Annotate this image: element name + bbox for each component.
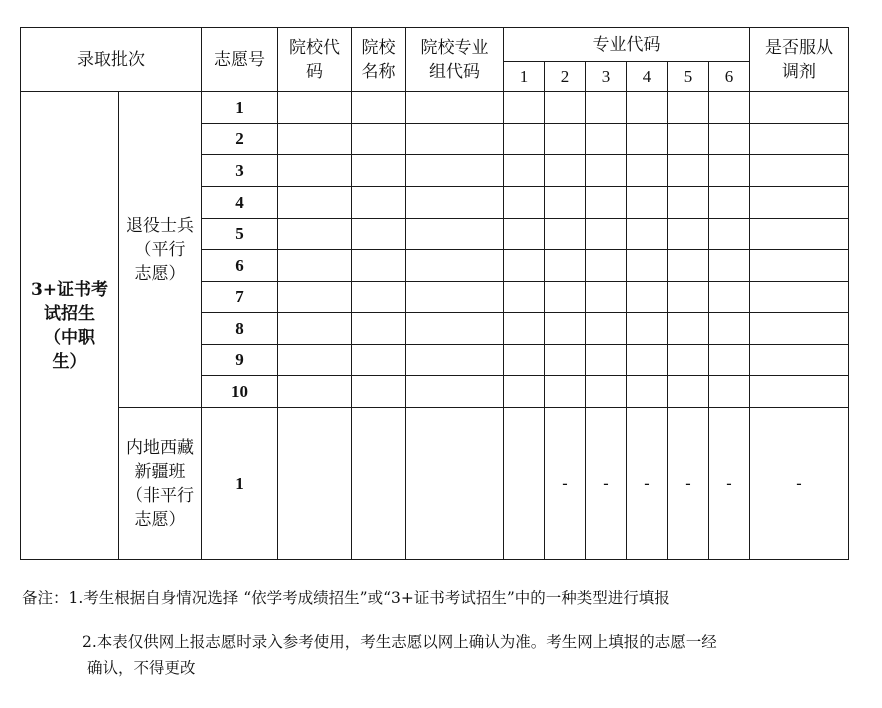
header-adjust: 是否服从 调剂 — [750, 28, 849, 92]
wish-number: 10 — [202, 376, 278, 408]
note-2-line-2: 确认，不得更改 — [87, 659, 196, 677]
major-code-col-3: 3 — [586, 62, 627, 92]
notes-prefix: 备注： — [22, 589, 69, 607]
header-batch: 录取批次 — [21, 28, 202, 92]
wish-number: 5 — [202, 219, 278, 250]
wish-number: 1 — [202, 408, 278, 560]
wish-number: 8 — [202, 313, 278, 345]
major-code-dash: - — [627, 408, 668, 560]
header-wish-number: 志愿号 — [202, 28, 278, 92]
note-1-text: 1.考生根据自身情况选择 “依学考成绩招生”或“3+证书考试招生”中的一种类型进行填报 — [68, 589, 670, 607]
wish-number: 6 — [202, 250, 278, 282]
major-code-col-1: 1 — [504, 62, 545, 92]
major-code-dash: - — [709, 408, 750, 560]
notes-section — [22, 585, 862, 681]
major-code-dash: - — [586, 408, 627, 560]
major-code-dash: - — [545, 408, 586, 560]
category-veterans: 退役士兵 （平行 志愿） — [119, 92, 202, 408]
note-1 — [22, 585, 862, 611]
major-code-col-2: 2 — [545, 62, 586, 92]
wish-number: 3 — [202, 155, 278, 187]
major-code-col-4: 4 — [627, 62, 668, 92]
wish-number: 7 — [202, 282, 278, 313]
header-school-code: 院校代 码 — [278, 28, 352, 92]
wish-number: 4 — [202, 187, 278, 219]
category-tibet-xinjiang: 内地西藏 新疆班 （非平行 志愿） — [119, 408, 202, 560]
section-label: 3+证书考 试招生 （中职 生） — [21, 92, 119, 560]
wish-number: 1 — [202, 92, 278, 124]
major-code-col-5: 5 — [668, 62, 709, 92]
note-2-line-1: 2.本表仅供网上报志愿时录入参考使用，考生志愿以网上确认为准。考生网上填报的志愿一经 — [82, 633, 717, 651]
major-code-col-6: 6 — [709, 62, 750, 92]
header-school-name: 院校 名称 — [352, 28, 406, 92]
adjust-dash: - — [750, 408, 849, 560]
wish-number: 2 — [202, 124, 278, 155]
volunteer-form-table — [20, 27, 849, 560]
header-major-code: 专业代码 — [504, 28, 750, 62]
wish-number: 9 — [202, 345, 278, 376]
major-code-dash: - — [668, 408, 709, 560]
header-group-code: 院校专业 组代码 — [406, 28, 504, 92]
